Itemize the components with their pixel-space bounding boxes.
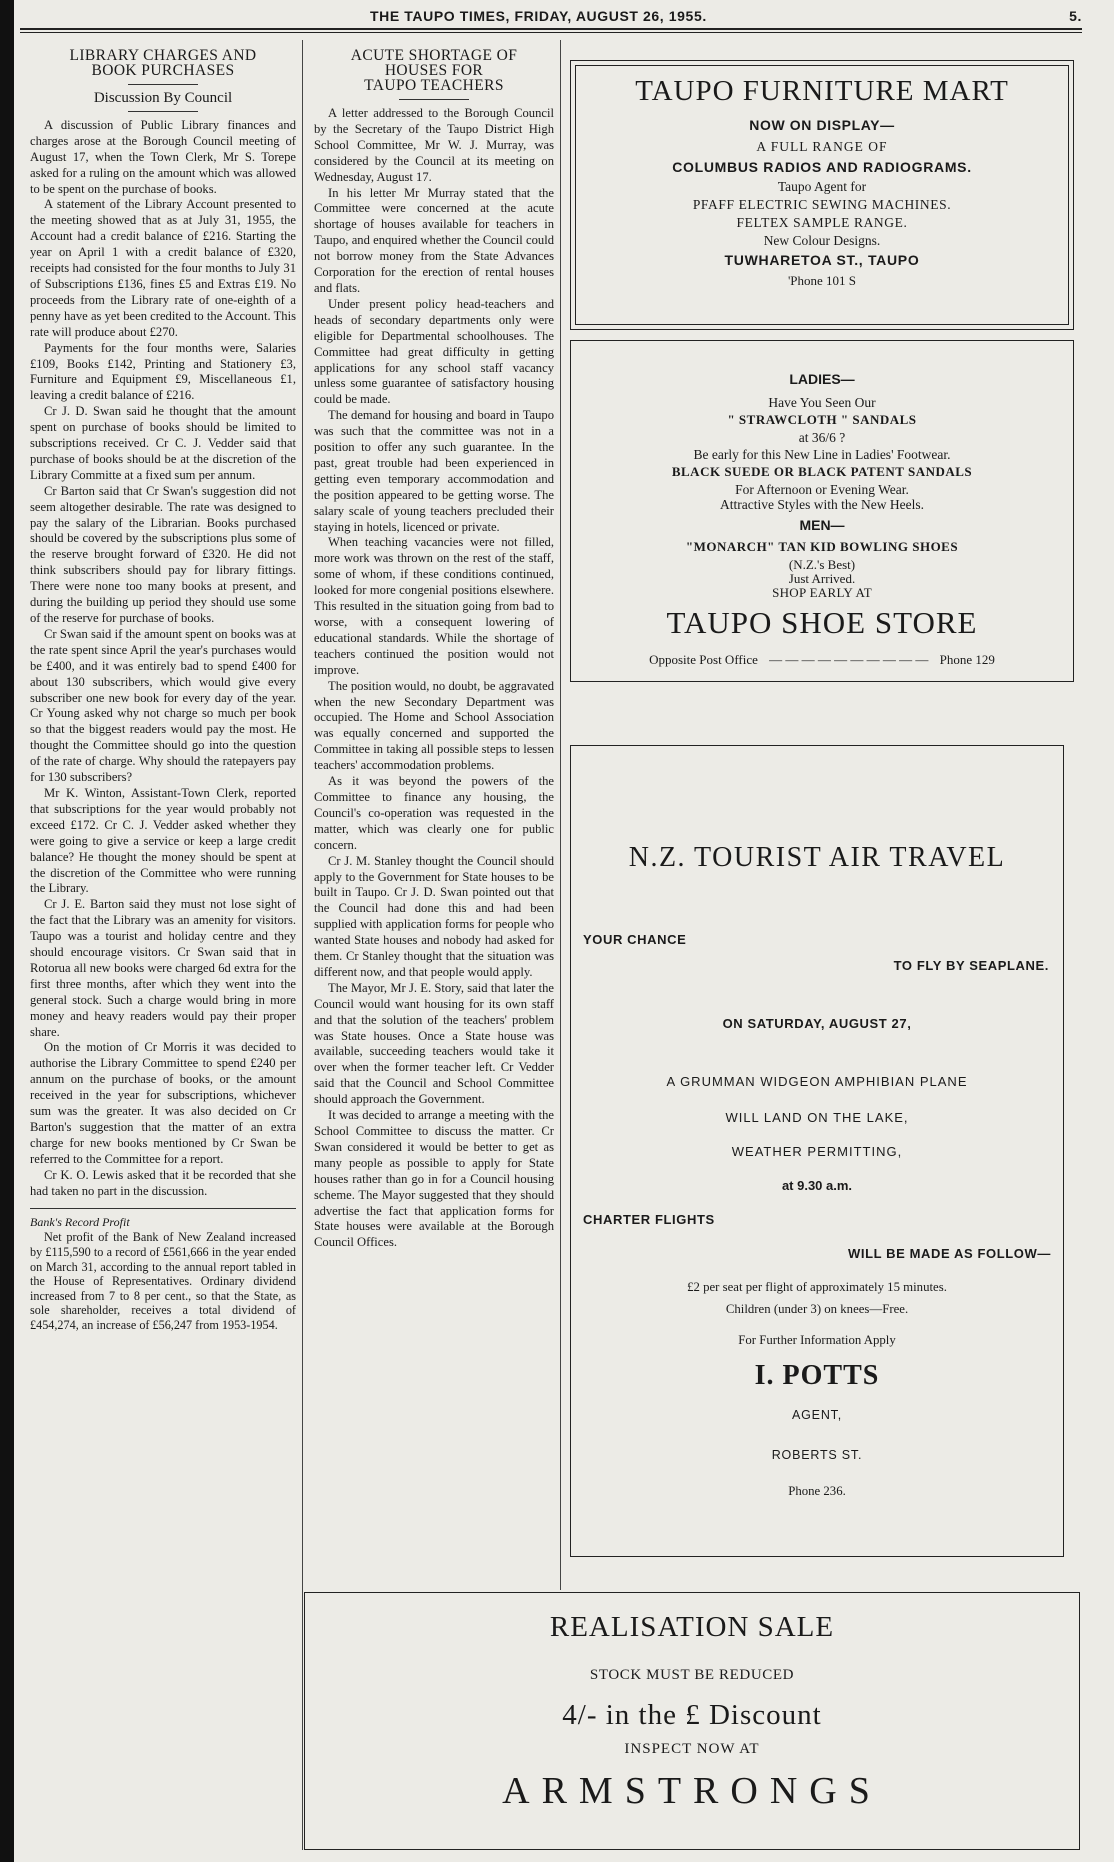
ad-line: NOW ON DISPLAY— — [749, 117, 895, 133]
ad-line: ROBERTS ST. — [771, 1448, 863, 1462]
paragraph: The position would, no doubt, be aggravated when the new Secondary Department was occupied. The Home and School Association was equally concerned and supported the Committee in taking all possible steps to lessen teachers' accommodation problems. — [314, 678, 554, 773]
header-rule — [20, 28, 1082, 30]
ad-line: Children (under 3) on knees—Free. — [725, 1302, 909, 1316]
paragraph: Cr Barton said that Cr Swan's suggestion did not seem altogether desirable. The rate was designed to pay the salary of the Librarian. Books purchased should be covered by the subscriptions plus some of the reserve brought forward of £320. He did not think subscribers should pay for library fittings. There were none too many books at present, and during the building up period they should use some of the reserve for purchase of books. — [30, 483, 296, 625]
ad-line: "MONARCH" TAN KID BOWLING SHOES — [685, 539, 959, 554]
ad-line: WILL BE MADE AS FOLLOW— — [847, 1246, 1051, 1261]
ad-line: CHARTER FLIGHTS — [583, 1212, 715, 1227]
ad-footer-dashes: — — — — — — — — — — — [769, 652, 929, 667]
ad-line: Attractive Styles with the New Heels. — [720, 497, 924, 512]
ad-line: AGENT, — [792, 1408, 842, 1422]
headline-rule — [128, 84, 198, 85]
ad-line: MEN— — [799, 517, 845, 533]
ad-line: " STRAWCLOTH " SANDALS — [727, 412, 917, 427]
column-rule — [302, 40, 303, 1850]
ad-line: TO FLY BY SEAPLANE. — [893, 958, 1049, 973]
furniture-mart-ad — [570, 60, 1074, 330]
headline-rule — [399, 99, 469, 100]
ad-line: For Afternoon or Evening Wear. — [735, 482, 909, 497]
paragraph: As it was beyond the powers of the Committee to finance any housing, the Council's co-operation was requested in the matter, which was clearly one for public concern. — [314, 774, 554, 852]
ad-footer — [571, 652, 1073, 668]
ad-line: WILL LAND ON THE LAKE, — [725, 1110, 909, 1125]
paragraph: On the motion of Cr Morris it was decided to authorise the Library Committee to spend £240 per annum on the purchase of books, or the amount received in the year for subscriptions, whichever sum was the greater. It was also decided on Cr Barton's suggestion that the matter of an extra charge for new books mentioned by Cr Swan be referred to the Committee for a report. — [30, 1040, 296, 1166]
article-headline: LIBRARY CHARGES AND BOOK PURCHASES — [69, 47, 257, 79]
ad-title: TAUPO SHOE STORE — [666, 605, 978, 640]
ad-line: New Colour Designs. — [763, 233, 881, 248]
article-headline: ACUTE SHORTAGE OF HOUSES FOR TAUPO TEACHERS — [350, 47, 518, 94]
realisation-sale-ad — [304, 1592, 1080, 1850]
ad-line: SHOP EARLY AT — [772, 585, 872, 600]
paragraph: Cr K. O. Lewis asked that it be recorded that she had taken no part in the discussion. — [30, 1167, 296, 1198]
ad-line: WEATHER PERMITTING, — [731, 1144, 903, 1159]
ad-line: PFAFF ELECTRIC SEWING MACHINES. — [692, 197, 952, 212]
ad-line: Just Arrived. — [788, 571, 856, 586]
ad-line: Taupo Agent for — [777, 179, 867, 194]
ad-title: ARMSTRONGS — [502, 1770, 882, 1812]
ad-line: STOCK MUST BE REDUCED — [589, 1667, 795, 1683]
ad-line: A FULL RANGE OF — [756, 139, 888, 154]
ad-line: COLUMBUS RADIOS AND RADIOGRAMS. — [672, 159, 972, 175]
ad-line: 4/- in the £ Discount — [562, 1699, 822, 1731]
bank-headline: Bank's Record Profit — [30, 1214, 130, 1229]
paragraph: It was decided to arrange a meeting with the School Committee to discuss the matter. Cr Swan considered it would be better to get as many people as possible to apply for State houses rather than go in for a Council housing scheme. The Mayor suggested that they should advertise the fact that application forms for State houses were available at the Borough Council Offices. — [314, 1108, 554, 1250]
headline-rule — [128, 111, 198, 112]
masthead: THE TAUPO TIMES, FRIDAY, AUGUST 26, 1955. — [370, 8, 707, 24]
paragraph: A letter addressed to the Borough Council by the Secretary of the Taupo District High School Committee, Mr W. J. Murray, was considered by the Council at its meeting on Wednesday, August 17. — [314, 106, 554, 184]
ad-line: Have You Seen Our — [768, 395, 876, 410]
teachers-article — [314, 48, 554, 1251]
paragraph: In his letter Mr Murray stated that the Committee were concerned at the acute shortage of houses available for teachers in Taupo, and enquired whether the Council could not borrow money from the State Advances Corporation for the erection of rental houses and flats. — [314, 185, 554, 295]
column-rule — [560, 40, 561, 1590]
library-article — [30, 48, 296, 1333]
ad-title: I. POTTS — [754, 1360, 880, 1391]
ad-line: TUWHARETOA ST., TAUPO — [724, 252, 920, 268]
ad-title: TAUPO FURNITURE MART — [635, 75, 1009, 107]
shoe-store-ad — [570, 340, 1074, 682]
header-rule-thin — [20, 32, 1082, 33]
ad-line: Phone 236. — [788, 1484, 846, 1498]
ad-line: (N.Z.'s Best) — [788, 557, 856, 572]
ad-line: at 36/6 ? — [798, 430, 846, 445]
bank-paragraph: Net profit of the Bank of New Zealand increased by £115,590 to a record of £561,666 in the year ended on March 31, according to the annual report tabled in the House of Representatives. Ordinary dividend increased from 7 to 8 per cent., so that the State, as sole shareholder, receives a total dividend of £454,274, an increase of £56,247 from 1953-1954. — [30, 1230, 296, 1332]
ad-title: REALISATION SALE — [549, 1611, 835, 1643]
ad-line: LADIES— — [789, 371, 855, 387]
article-divider — [30, 1208, 296, 1209]
paragraph: The Mayor, Mr J. E. Story, said that later the Council would want housing for its own staff and that the solution of the teachers' problem was State houses. Once a State house was available, succeeding teachers would take it over when the former teacher left. Cr Vedder said that the Council and School Committee should approach the Government. — [314, 980, 554, 1107]
ad-line: FELTEX SAMPLE RANGE. — [736, 215, 908, 230]
ad-line: £2 per seat per flight of approximately 15 minutes. — [687, 1280, 947, 1294]
ad-line: ON SATURDAY, AUGUST 27, — [722, 1016, 912, 1031]
paragraph: Cr J. M. Stanley thought the Council should apply to the Government for State houses to be built in Taupo. Cr J. D. Swan pointed out that the Council had done this and had been supplied with application forms for people who wanted State houses and nobody had asked for them. Cr Stanley thought that the situation was different now, and that people would apply. — [314, 853, 554, 979]
ad-line: YOUR CHANCE — [583, 932, 687, 947]
ad-line: Be early for this New Line in Ladies' Footwear. — [693, 447, 951, 462]
binding-edge — [0, 0, 14, 1862]
ad-line: 'Phone 101 S — [787, 273, 857, 288]
ad-line: A GRUMMAN WIDGEON AMPHIBIAN PLANE — [666, 1074, 968, 1089]
air-travel-ad — [570, 745, 1064, 1557]
paragraph: Cr J. E. Barton said they must not lose sight of the fact that the Library was an amenity for visitors. Taupo was a tourist and holiday centre and they should encourage visitors. Cr Swan said that in Rotorua all new books were charged 6d extra for the first three months, after which they went into the general stock. Such a charge would bring in more money and heavy readers would pay their proper share. — [30, 897, 296, 1039]
paragraph: Under present policy head-teachers and heads of secondary departments only were eligible for Departmental schoolhouses. The Committee had great difficulty in getting applications for any school staff vacancy unless some guarantee of satisfactory housing could be made. — [314, 296, 554, 407]
article-subhead: Discussion By Council — [93, 90, 233, 106]
page-number: 5. — [1069, 8, 1082, 24]
paragraph: The demand for housing and board in Taupo was such that the committee was not in a position to offer any such guarantee. In the past, great trouble had been experienced in getting even temporary accommodation and the position appeared to be getting worse. The salary scale of young teachers precluded their staying in hotels, licenced or private. — [314, 408, 554, 534]
ad-footer-left: Opposite Post Office — [649, 652, 758, 667]
paragraph: Mr K. Winton, Assistant-Town Clerk, reported that subscriptions for the year would probably not exceed £172. Cr C. J. Vedder asked whether they were going to give a service or keep a large credit balance? He thought the money should be spent at the discretion of the Committee who were running the Library. — [30, 785, 296, 896]
paragraph: When teaching vacancies were not filled, more work was thrown on the rest of the staff, some of whom, if these conditions continued, looked for more congenial positions elsewhere. This resulted in the situation going from bad to worse, with a consequent lowering of educational standards. While the shortage of teachers continued the position would not improve. — [314, 535, 554, 677]
ad-line: INSPECT NOW AT — [624, 1741, 760, 1757]
ad-title: N.Z. TOURIST AIR TRAVEL — [628, 842, 1006, 873]
paragraph: A statement of the Library Account presented to the meeting showed that as at July 31, 1955, the Account had a credit balance of £216. Starting the year on April 1 with a credit balance of £320, receipts had consisted for the four months to July 31 of Subscriptions £136, fines £5 and Extras £19. No proceeds from the Library rate of one-eighth of a penny have as yet been credited to the Account. This rate will produce about £270. — [30, 197, 296, 339]
ad-line: BLACK SUEDE OR BLACK PATENT SANDALS — [671, 464, 973, 479]
page-header — [20, 6, 1082, 28]
ad-line: For Further Information Apply — [738, 1333, 896, 1347]
paragraph: Cr J. D. Swan said he thought that the amount spent on purchase of books should be limited to subscriptions received. Cr C. J. Vedder said that purchase of books should be at the discretion of the Library Committe at a fixed sum per annum. — [30, 404, 296, 482]
paragraph: Payments for the four months were, Salaries £109, Books £142, Printing and Stationery £3, Furniture and Equipment £9, Miscellaneous £1, leaving a credit balance of £216. — [30, 340, 296, 403]
ad-line: at 9.30 a.m. — [781, 1178, 853, 1193]
ad-footer-right: Phone 129 — [939, 652, 995, 667]
paragraph: A discussion of Public Library finances and charges arose at the Borough Council meeting of August 17, when the Town Clerk, Mr S. Torepe asked for a ruling on the amount which was allowed to be spent on the purchase of books. — [30, 117, 296, 196]
paragraph: Cr Swan said if the amount spent on books was at the rate spent since April the year's purchases would be £400, and it was entirely bad to spend £400 for about 130 subscribers, which would give every subscriber one new book for every day of the year. Cr Young asked why not charge so much per book so that the biggest readers would pay the most. He thought the Committee should go into the question of the rate of charge. Why should the ratepayers pay for 130 subscribers? — [30, 626, 296, 785]
